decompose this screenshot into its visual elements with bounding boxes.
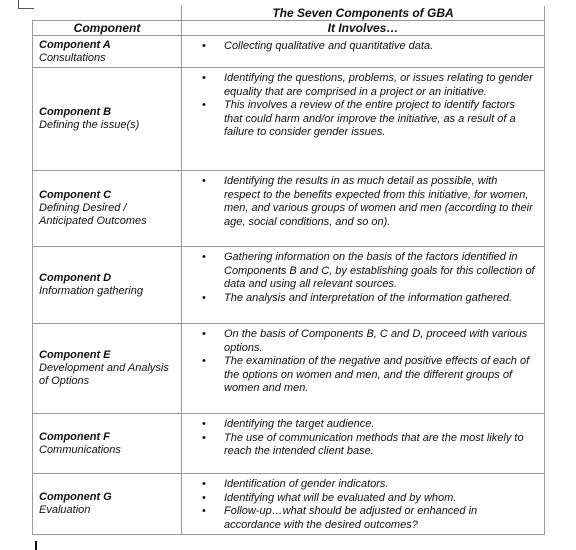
component-cell	[33, 474, 182, 535]
list-item: • The use of communication methods that are the most likely to reach the intended client base.	[202, 432, 536, 459]
list-item: • The analysis and interpretation of the information gathered.	[202, 292, 536, 306]
involves-cell	[182, 36, 545, 68]
table-row	[33, 414, 545, 474]
title-spacer	[33, 6, 182, 21]
table-row	[33, 247, 545, 324]
header-component: Component	[33, 21, 182, 36]
component-desc: Evaluation	[39, 504, 91, 516]
text-cursor	[35, 541, 37, 550]
component-name: Component B	[39, 106, 112, 118]
list-item: • Identification of gender indicators.	[202, 478, 536, 492]
component-name: Component F	[39, 430, 110, 443]
list-item: • Identifying the questions, problems, or issues relating to gender equality that are comprised in a project or an initiative.	[202, 72, 536, 99]
list-item: • Follow-up…what should be adjusted or enhanced in accordance with the desired outcomes?	[202, 505, 536, 532]
component-cell	[33, 324, 182, 414]
component-name: Component C	[39, 189, 112, 201]
involves-cell	[182, 247, 545, 324]
component-desc: Consultations	[39, 51, 106, 64]
component-desc: Defining the issue(s)	[39, 119, 140, 131]
list-item: • Gathering information on the basis of the factors identified in Components B and C, by establishing goals for this collection of data and using all relevant sources.	[202, 251, 536, 292]
list-item: • Identifying the target audience.	[202, 418, 536, 432]
table-title: The Seven Components of GBA	[182, 6, 545, 21]
gba-components-table	[32, 6, 545, 535]
table-row	[33, 36, 545, 68]
involves-cell	[182, 171, 545, 247]
list-item: • Identifying the results in as much detail as possible, with respect to the benefits expected from this initiative, for women, men, and various groups of women and men (according to their age, social conditions, and so on).	[202, 175, 536, 229]
table-row	[33, 171, 545, 247]
component-name: Component A	[39, 38, 111, 51]
table-row	[33, 68, 545, 171]
component-cell	[33, 36, 182, 68]
component-desc: Development and Analysis of Options	[39, 362, 169, 387]
involves-cell	[182, 324, 545, 414]
component-name: Component D	[39, 272, 112, 284]
component-cell	[33, 414, 182, 474]
component-name: Component G	[39, 491, 112, 503]
involves-cell	[182, 68, 545, 171]
component-desc: Defining Desired / Anticipated Outcomes	[39, 202, 147, 227]
involves-cell	[182, 414, 545, 474]
component-desc: Communications	[39, 443, 121, 456]
list-item: • This involves a review of the entire project to identify factors that could harm and/or improve the initiative, as a result of a failure to consider gender issues.	[202, 99, 536, 140]
table-row	[33, 474, 545, 535]
table-row	[33, 324, 545, 414]
header-involves: It Involves…	[182, 21, 545, 36]
component-cell	[33, 171, 182, 247]
list-item: • Collecting qualitative and quantitative data.	[202, 40, 536, 54]
involves-cell	[182, 474, 545, 535]
component-cell	[33, 247, 182, 324]
list-item: • Identifying what will be evaluated and by whom.	[202, 492, 536, 506]
component-name: Component E	[39, 349, 111, 361]
list-item: • The examination of the negative and positive effects of each of the options on women and men, and the different groups of women and men.	[202, 355, 536, 396]
list-item: • On the basis of Components B, C and D, proceed with various options.	[202, 328, 536, 355]
component-cell	[33, 68, 182, 171]
component-desc: Information gathering	[39, 285, 143, 297]
